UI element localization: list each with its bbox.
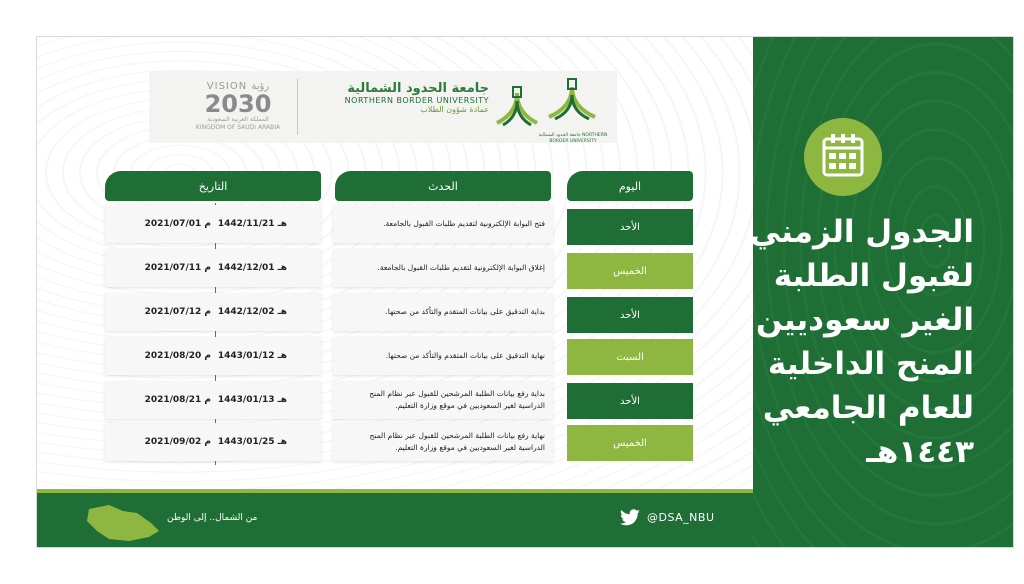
table-row-date (105, 381, 321, 419)
gregorian-date: 2021/07/11 م (144, 263, 211, 273)
small-university-logo (543, 77, 601, 133)
table-row-day: الأحد (567, 209, 693, 245)
table-row-event: بداية رفع بيانات الطلبة المرشحين للقبول عبر نظام المنح الدراسية لغير السعوديين في موقع وزارة التعليم. (333, 381, 553, 419)
table-row-event: نهاية التدقيق على بيانات المتقدم والتأكد من صحتها. (333, 337, 553, 375)
calendar-badge (804, 118, 882, 196)
hijri-date: 1442/11/21 هـ (217, 219, 287, 229)
table-row-event: فتح البوابة الإلكترونية لتقديم طلبات القبول بالجامعة. (333, 205, 553, 243)
gregorian-date: 2021/07/12 م (144, 307, 211, 317)
twitter-icon[interactable] (619, 509, 641, 527)
gregorian-date: 2021/09/02 م (144, 437, 211, 447)
header-event: الحدث (335, 171, 551, 201)
header-date: التاريخ (105, 171, 321, 201)
table-row-day: الأحد (567, 297, 693, 333)
table-row-day: الخميس (567, 425, 693, 461)
table-row-date (105, 205, 321, 243)
gregorian-date: 2021/07/01 م (144, 219, 211, 229)
header-day: اليوم (567, 171, 693, 201)
table-row-date (105, 249, 321, 287)
twitter-handle[interactable]: @DSA_NBU (647, 511, 715, 524)
table-row-day: الخميس (567, 253, 693, 289)
saudi-map-icon (79, 503, 163, 543)
hijri-date: 1443/01/25 هـ (217, 437, 287, 447)
hijri-date: 1443/01/13 هـ (217, 395, 287, 405)
university-logo-text: جامعة الحدود الشمالية NORTHERN BORDER UNIVERSITY عمادة شؤون الطلاب (344, 81, 489, 114)
gregorian-date: 2021/08/21 م (144, 395, 211, 405)
gregorian-date: 2021/08/20 م (144, 351, 211, 361)
table-row-event: إغلاق البوابة الإلكترونية لتقديم طلبات القبول بالجامعة. (333, 249, 553, 287)
table-row-date (105, 423, 321, 461)
page-title: الجدول الزمني لقبول الطلبة الغير سعوديين المنح الداخلية للعام الجامعي ١٤٤٣هـ (749, 214, 974, 470)
hijri-date: 1442/12/02 هـ (217, 307, 287, 317)
slogan: من الشمال.. إلى الوطن (167, 513, 258, 523)
small-logo-caption: جامعة الحدود الشمالية NORTHERN BORDER UNIVERSITY (538, 133, 608, 144)
table-row-date (105, 293, 321, 331)
table-row-day: السبت (567, 339, 693, 375)
hijri-date: 1442/12/01 هـ (217, 263, 287, 273)
calendar-icon (821, 133, 865, 179)
table-row-date (105, 337, 321, 375)
table-row-day: الأحد (567, 383, 693, 419)
table-row-event: نهاية رفع بيانات الطلبة المرشحين للقبول عبر نظام المنح الدراسية لغير السعوديين في موقع وزارة التعليم. (333, 423, 553, 461)
table-row-event: بداية التدقيق على بيانات المتقدم والتأكد من صحتها. (333, 293, 553, 331)
vision-2030-logo: VISION رؤية 2030 المملكة العربية السعودية KINGDOM OF SAUDI ARABIA (195, 81, 281, 131)
footer-accent-line (37, 489, 753, 493)
hijri-date: 1443/01/12 هـ (217, 351, 287, 361)
university-emblem-icon (493, 83, 541, 129)
